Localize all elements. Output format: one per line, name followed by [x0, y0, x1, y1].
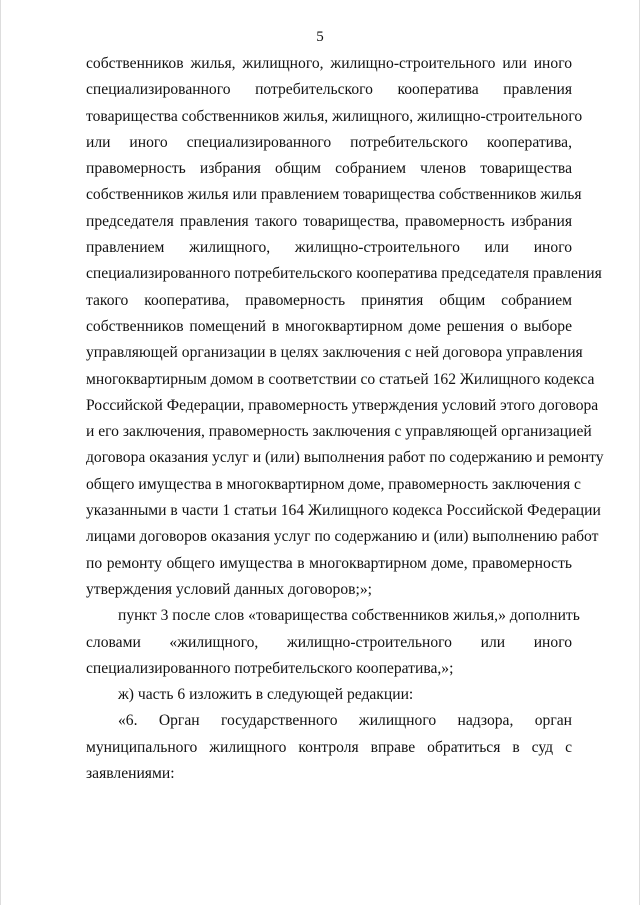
paragraph-0-line: собственников помещений в многоквартирном доме решения о выборе — [86, 317, 572, 335]
paragraph-0-line: правомерность избрания общим собранием членов товарищества — [86, 160, 572, 178]
paragraph-1-line: специализированного потребительского кооператива,»; — [86, 659, 454, 677]
paragraph-0-line: и его заключения, правомерность заключения с управляющей организацией — [86, 423, 592, 441]
paragraph-3-line: «6. Орган государственного жилищного надзора, орган — [118, 712, 572, 730]
paragraph-0-line: или иного специализированного потребительского кооператива, — [86, 133, 572, 151]
paragraph-0-line: специализированного потребительского кооператива правления — [86, 81, 572, 99]
paragraph-1-line: пункт 3 после слов «товарищества собственников жилья,» дополнить — [118, 607, 580, 625]
paragraph-2-line: ж) часть 6 изложить в следующей редакции: — [118, 686, 414, 704]
page-left-edge — [0, 0, 1, 905]
paragraph-0-line: собственников жилья, жилищного, жилищно-строительного или иного — [86, 55, 572, 72]
paragraph-0-line: утверждения условий данных договоров;»; — [86, 580, 372, 598]
paragraph-0-line: лицами договоров оказания услуг по содержанию и (или) выполнению работ — [86, 528, 599, 546]
paragraph-0-line: общего имущества в многоквартирном доме, правомерность заключения с — [86, 475, 581, 493]
paragraph-0-line: такого кооператива, правомерность принятия общим собранием — [86, 291, 572, 309]
paragraph-0-line: председателя правления такого товарищества, правомерность избрания — [86, 212, 572, 230]
paragraph-3-line: муниципального жилищного контроля вправе обратиться в суд с — [86, 738, 572, 756]
paragraph-3-line: заявлениями: — [86, 765, 175, 783]
paragraph-0-line: многоквартирным домом в соответствии со статьей 162 Жилищного кодекса — [86, 370, 595, 388]
paragraph-0-line: договора оказания услуг и (или) выполнения работ по содержанию и ремонту — [86, 449, 604, 467]
paragraph-0-line: товарищества собственников жилья, жилищного, жилищно-строительного — [86, 107, 583, 125]
paragraph-0-line: собственников жилья или правлением товарищества собственников жилья — [86, 186, 582, 204]
page-number: 5 — [316, 29, 324, 45]
paragraph-0-line: указанными в части 1 статьи 164 Жилищного кодекса Российской Федерации — [86, 502, 601, 520]
document-body — [86, 51, 604, 787]
paragraph-1-line: словами «жилищного, жилищно-строительного или иного — [86, 633, 572, 651]
paragraph-0-line: Российской Федерации, правомерность утверждения условий этого договора — [86, 396, 599, 414]
paragraph-0-line: по ремонту общего имущества в многоквартирном доме, правомерность — [86, 554, 572, 572]
paragraph-0-line: специализированного потребительского кооператива председателя правления — [86, 265, 602, 283]
paragraph-0-line: правлением жилищного, жилищно-строительного или иного — [86, 239, 572, 257]
paragraph-0-line: управляющей организации в целях заключения с ней договора управления — [86, 344, 583, 362]
